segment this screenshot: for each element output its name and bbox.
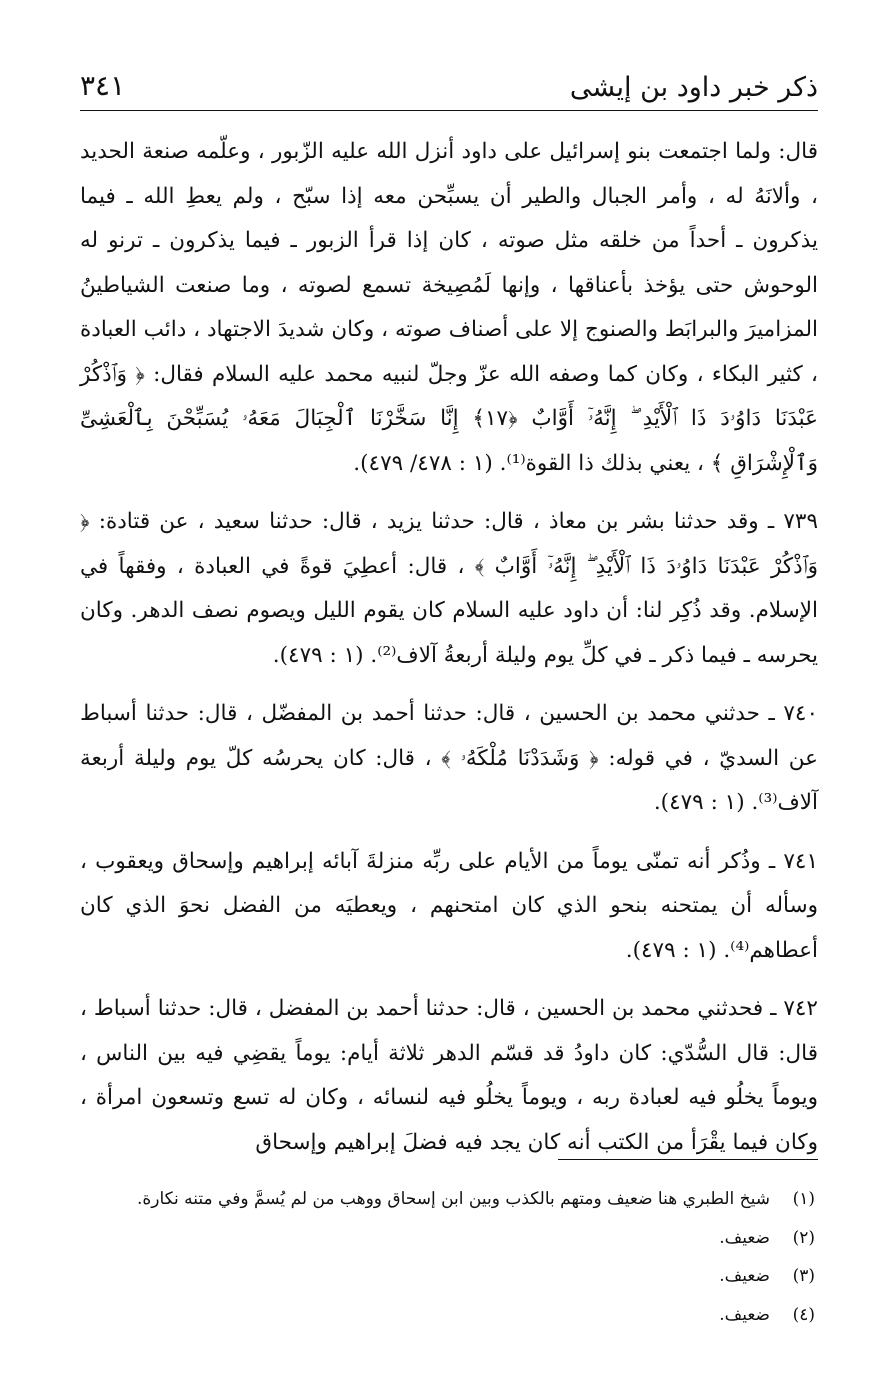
paragraph-number: ٧٤٢	[783, 996, 818, 1021]
footnote-text: ضعيف.	[719, 1227, 770, 1248]
footnote-text: شيخ الطبري هنا ضعيف ومتهم بالكذب وبين ابن إسحاق ووهب من لم يُسمَّ وفي متنه نكارة.	[136, 1189, 770, 1209]
paragraph-text: ـ وذُكر أنه تمنّى يوماً من الأيام على ربِّه منزلةَ آبائه إبراهيم وإسحاق ويعقوب ، وسأله أن يمتحنه بنحو الذي كان امتحنهم ، ويعطيَه من الفضل نحوَ الذي كان أعطاهم⁽⁴⁾. (١ : ٤٧٩).	[80, 848, 818, 963]
footnote-divider	[558, 1159, 818, 1160]
paragraph-text: قال: ولما اجتمعت بنو إسرائيل على داود أنزل الله عليه الزّبور ، وعلّمه صنعة الحديد ، وألانَهُ له ، وأمر الجبال والطير أن يسبِّحن معه إذا سبّح ، ولم يعطِ الله ـ فيما يذكرون ـ أحداً من خلقه مثل صوته ، كان إذا قرأ الزبور ـ فيما يذكرون ـ ترنو له الوحوش حتى يؤخذ بأعناقها ، وإنها لَمُصِيخة تسمع لصوته ، وما صنعت الشياطينُ المزاميرَ والبرابَط والصنوج إلا على أصناف صوته ، وكان شديدَ الاجتهاد ، دائب العبادة ، كثير البكاء ، وكان كما وصفه الله عزّ وجلّ لنبيه محمد عليه السلام فقال: ﴿ وَٱذْكُرْ عَبْدَنَا دَاوُۥدَ ذَا ٱلْأَيْدِ ۖ إِنَّهُۥٓ أَوَّابٌ ﴿١٧﴾ إِنَّا سَخَّرْنَا ٱلْجِبَالَ مَعَهُۥ يُسَبِّحْنَ بِٱلْعَشِىِّ وَٱلْإِشْرَاقِ ﴾ ، يعني بذلك ذا القوة⁽¹⁾. (١ : ٤٧٨/ ٤٧٩).	[80, 139, 818, 476]
footnote-mark: (٣)	[792, 1266, 815, 1286]
footnote-3	[80, 1257, 815, 1296]
footnote-text: ضعيف.	[719, 1266, 770, 1286]
paragraph-number: ٧٤١	[783, 848, 818, 874]
paragraph-number: ٧٤٠	[783, 701, 818, 726]
footnote-mark: (٢)	[792, 1227, 815, 1248]
footnote-2	[80, 1219, 815, 1258]
page-header	[80, 62, 818, 111]
paragraph-741	[80, 840, 818, 974]
footnote-mark: (٤)	[792, 1304, 815, 1325]
footnotes	[80, 1180, 815, 1334]
paragraph-text: ـ وقد حدثنا بشر بن معاذ ، قال: حدثنا يزيد ، قال: حدثنا سعيد ، عن قتادة: ﴿ وَٱذْكُرْ عَبْدَنَا دَاوُۥدَ ذَا ٱلْأَيْدِ ۖ إِنَّهُۥٓ أَوَّابٌ ﴾ ، قال: أعطِيَ قوةً في العبادة ، وفقهاً في الإسلام. وقد ذُكِر لنا: أن داود عليه السلام كان يقوم الليل ويصوم نصف الدهر. وكان يحرسه ـ فيما ذكر ـ في كلِّ يوم وليلة أربعةُ آلاف⁽²⁾. (١ : ٤٧٩).	[80, 509, 818, 668]
page-number: ٣٤١	[80, 69, 126, 102]
paragraph-text: ـ حدثني محمد بن الحسين ، قال: حدثنا أحمد بن المفضّل ، قال: حدثنا أسباط عن السديّ ، في قوله: ﴿ وَشَدَدْنَا مُلْكَهُۥ ﴾ ، قال: كان يحرسُه كلّ يوم وليلة أربعة آلاف⁽³⁾. (١ : ٤٧٩).	[80, 701, 818, 815]
footnote-4	[80, 1296, 815, 1335]
footnote-1	[80, 1180, 815, 1219]
paragraph-739	[80, 500, 818, 678]
paragraph-742	[80, 987, 818, 1165]
main-text	[80, 130, 818, 1179]
paragraph-text: ـ فحدثني محمد بن الحسين ، قال: حدثنا أحمد بن المفضل ، قال: حدثنا أسباط ، قال: قال السُّدّي: كان داودُ قد قسّم الدهر ثلاثة أيام: يوماً يقضِي فيه بين الناس ، ويوماً يخلُو فيه لعبادة ربه ، ويوماً يخلُو فيه لنسائه ، وكان له تسع وتسعون امرأة ، وكان فيما يقْرَأ من الكتب أنه كان يجد فيه فضلَ إبراهيم وإسحاق	[80, 996, 818, 1155]
paragraph-740	[80, 692, 818, 826]
paragraph-number: ٧٣٩	[783, 509, 818, 534]
footnote-text: ضعيف.	[719, 1304, 770, 1325]
running-title: ذكر خبر داود بن إيشى	[569, 72, 818, 103]
paragraph-intro	[80, 130, 818, 486]
footnote-mark: (١)	[792, 1189, 815, 1209]
